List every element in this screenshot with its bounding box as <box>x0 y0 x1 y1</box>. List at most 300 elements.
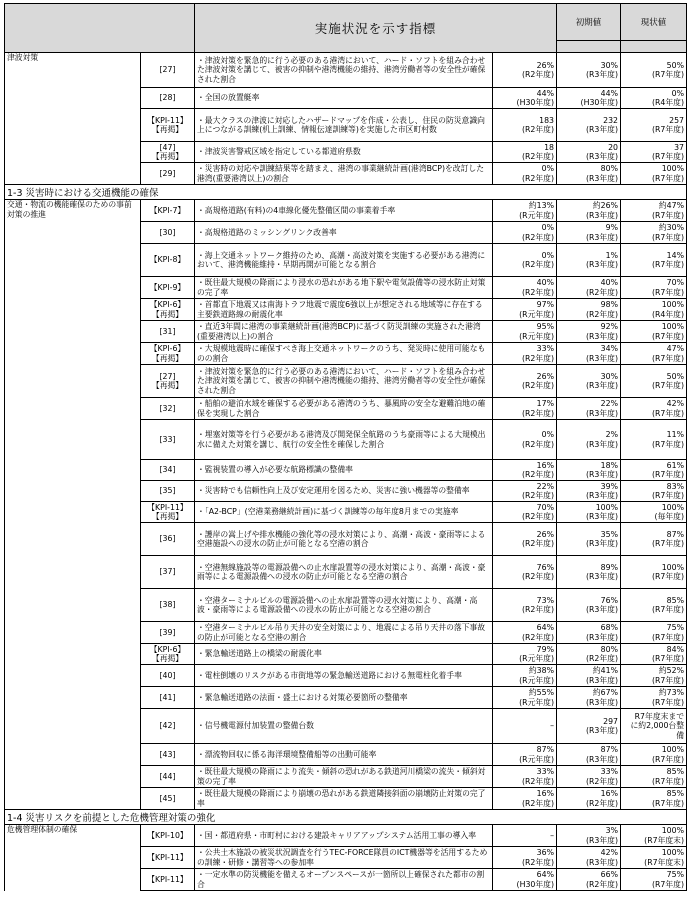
value-year: に約2,000台整備 <box>630 721 685 740</box>
header-initial-pad <box>557 41 621 53</box>
value-number: 89% <box>600 562 619 572</box>
value-year: (R7年度) <box>651 572 685 581</box>
target-value <box>621 420 687 460</box>
value-number: 約67% <box>592 688 619 697</box>
value-year: (R7年度) <box>651 675 685 685</box>
value-year: (R2年度) <box>521 173 555 183</box>
value-year: (R2年度) <box>521 857 555 867</box>
target-value <box>621 825 687 847</box>
value-year: (R7年度) <box>651 331 685 341</box>
value-year: (R7年度) <box>651 210 685 220</box>
current-value <box>557 766 621 788</box>
initial-value <box>493 460 557 481</box>
value-year: (R2年度) <box>521 439 555 449</box>
value-year: (R元年度) <box>519 309 555 319</box>
value-number: 約47% <box>658 201 685 210</box>
initial-value <box>493 847 557 869</box>
kpi-id: [45] <box>141 788 195 810</box>
value-number: 14% <box>666 250 685 260</box>
current-value <box>557 321 621 343</box>
kpi-id: [28] <box>141 88 195 109</box>
value-number: 85% <box>666 767 685 776</box>
value-number: 17% <box>536 399 555 408</box>
initial-value <box>493 244 557 277</box>
value-number: 26% <box>536 371 555 381</box>
table-row <box>5 53 687 88</box>
value-year: (R元年度) <box>519 675 555 685</box>
target-value <box>621 523 687 556</box>
kpi-id: 【KPI-6】 【再掲】 <box>141 343 195 365</box>
value-number: 83% <box>666 481 685 491</box>
value-number: R7年度末まで <box>634 711 685 721</box>
value-year: (R2年度) <box>521 408 555 418</box>
kpi-id: [27] <box>141 53 195 88</box>
value-number: 100% <box>661 300 685 309</box>
indicator-description: ・高規格道路(有料)の4車線化優先整備区間の事業着手率 <box>195 200 493 222</box>
category-label: 交通・物流の機能確保のための事前対策の推進 <box>5 200 141 810</box>
current-value <box>557 365 621 398</box>
value-number: 26% <box>536 529 555 539</box>
value-year: (R7年度) <box>651 879 685 889</box>
value-number: 76% <box>536 562 555 572</box>
initial-value <box>493 481 557 502</box>
current-value <box>557 709 621 744</box>
value-number: 36% <box>536 848 555 857</box>
indicator-description: ・津波対策を緊急的に行う必要のある港湾において、ハード・ソフトを組み合わせた津波対策を講じて、被害の抑制や港湾機能の維持、港湾労働者等の安全性が確保された割合 <box>195 53 493 88</box>
indicator-description: ・電柱倒壊のリスクがある市街地等の緊急輸送道路における無電柱化着手率 <box>195 665 493 687</box>
value-number: 9% <box>605 223 619 232</box>
value-year: (R2年度) <box>521 381 555 390</box>
indicator-description: ・緊急輸送道路上の橋梁の耐震化率 <box>195 644 493 665</box>
value-number: 100% <box>661 502 685 512</box>
value-number: 64% <box>536 623 555 632</box>
kpi-id: [40] <box>141 665 195 687</box>
current-value <box>557 869 621 891</box>
value-year: (R2年度) <box>521 776 555 786</box>
value-year: (毎年度) <box>654 512 685 521</box>
kpi-id: [29] <box>141 163 195 185</box>
target-value <box>621 398 687 420</box>
value-year: (R7年度) <box>651 439 685 449</box>
value-year: (R2年度) <box>521 232 555 242</box>
value-number: 92% <box>600 322 619 331</box>
current-value <box>557 53 621 88</box>
initial-value <box>493 365 557 398</box>
value-number: 85% <box>666 595 685 605</box>
current-value <box>557 502 621 523</box>
indicator-description: ・既往最大規模の降雨により浸水の恐れがある地下駅や電気設備等の浸水防止対策の完了率 <box>195 277 493 299</box>
value-number: 33% <box>536 344 555 353</box>
indicator-description: ・最大クラスの津波に対応したハザードマップを作成・公表し、住民の防災意識向上につながる訓練(机上訓練、情報伝達訓練等)を実施した市区町村数 <box>195 109 493 142</box>
kpi-id: [34] <box>141 460 195 481</box>
value-number: 26% <box>536 60 555 70</box>
value-number: 47% <box>666 344 685 353</box>
target-value <box>621 481 687 502</box>
value-year: (H30年度) <box>580 98 619 107</box>
value-year: (R2年度) <box>585 798 619 808</box>
header-title: 実施状況を示す指標 <box>195 4 557 53</box>
kpi-id: [27] 【再掲】 <box>141 365 195 398</box>
indicator-description: ・国・都道府県・市町村における建設キャリアアップシステム活用工事の導入率 <box>195 825 493 847</box>
value-year: (R3年度) <box>585 152 619 161</box>
value-year: (R2年度) <box>585 309 619 319</box>
kpi-id: [30] <box>141 222 195 244</box>
value-year: (H30年度) <box>516 98 555 107</box>
current-value <box>557 622 621 644</box>
value-year: (R2年度) <box>521 605 555 614</box>
current-value <box>557 420 621 460</box>
value-year: (R3年度) <box>585 835 619 845</box>
value-year: (R7年度) <box>651 798 685 808</box>
value-number: 80% <box>600 644 619 654</box>
value-year: (R7年度) <box>651 125 685 134</box>
value-number: 33% <box>600 767 619 776</box>
header-current-pad <box>621 41 687 53</box>
current-value <box>557 163 621 185</box>
value-number: 75% <box>666 870 685 879</box>
initial-value <box>493 321 557 343</box>
target-value <box>621 321 687 343</box>
value-year: (R元年度) <box>519 654 555 663</box>
value-year: (R元年度) <box>519 331 555 341</box>
value-number: 約13% <box>528 201 555 210</box>
current-value <box>557 847 621 869</box>
current-value <box>557 589 621 622</box>
value-year: (R2年度) <box>585 776 619 786</box>
kpi-id: [36] <box>141 523 195 556</box>
target-value <box>621 244 687 277</box>
value-year: (R4年度) <box>651 309 685 319</box>
initial-value <box>493 398 557 420</box>
initial-value <box>493 744 557 766</box>
current-value <box>557 244 621 277</box>
value-year: (R2年度) <box>521 70 555 79</box>
target-value <box>621 687 687 709</box>
target-value <box>621 142 687 163</box>
header-initial: 初期値 <box>557 4 621 41</box>
category-label: 危機管理体制の確保 <box>5 825 141 891</box>
kpi-id: 【KPI-11】 【再掲】 <box>141 502 195 523</box>
value-number: 100% <box>661 322 685 331</box>
value-number: 44% <box>536 88 555 98</box>
value-year: (R7年度) <box>651 287 685 297</box>
value-year: (R7年度) <box>651 632 685 642</box>
current-value <box>557 481 621 502</box>
header-blank <box>5 4 195 53</box>
value-number: 1% <box>605 250 619 260</box>
value-number: 35% <box>600 529 619 539</box>
value-year: (R2年度) <box>521 572 555 581</box>
value-number: 16% <box>536 460 555 470</box>
indicator-table-body <box>5 53 687 891</box>
value-year: (R7年度) <box>651 470 685 479</box>
kpi-id: 【KPI-6】 【再掲】 <box>141 299 195 321</box>
value-number: 18% <box>600 460 619 470</box>
initial-value <box>493 53 557 88</box>
value-number: 98% <box>600 300 619 309</box>
initial-value <box>493 622 557 644</box>
kpi-id: 【KPI-8】 <box>141 244 195 277</box>
value-number: 100% <box>661 562 685 572</box>
value-year: (R2年度) <box>585 287 619 297</box>
value-number: 87% <box>666 529 685 539</box>
initial-value <box>493 825 557 847</box>
value-number: 39% <box>600 481 619 491</box>
value-number: 87% <box>600 745 619 754</box>
initial-value <box>493 709 557 744</box>
value-year: (R2年度) <box>585 654 619 663</box>
target-value <box>621 277 687 299</box>
value-year: (R元年度) <box>519 697 555 707</box>
indicator-description: ・直近3年間に港湾の事業継続計画(港湾BCP)に基づく防災訓練の実施された港湾(重要港湾以上)の割合 <box>195 321 493 343</box>
value-number: 232 <box>603 115 619 125</box>
value-number: 2% <box>605 430 619 439</box>
value-number: 100% <box>661 745 685 754</box>
value-number: 33% <box>536 767 555 776</box>
value-year: (R7年度) <box>651 539 685 548</box>
value-year: (R2年度) <box>521 491 555 500</box>
value-number: 64% <box>536 870 555 879</box>
initial-value <box>493 687 557 709</box>
target-value <box>621 343 687 365</box>
initial-value <box>493 556 557 589</box>
indicator-description: ・公共土木施設の被災状況調査を行うTEC-FORCE隊員のICT機器等を活用するための訓練・研修・講習等への参加率 <box>195 847 493 869</box>
target-value <box>621 299 687 321</box>
kpi-id: [47] 【再掲】 <box>141 142 195 163</box>
indicator-description: ・船舶の避泊水域を確保する必要がある港湾のうち、暴風時の安全な避難泊地の確保を実現した割合 <box>195 398 493 420</box>
indicator-description: ・一定水準の防災機能を備えるオープンスペースが一箇所以上確保された都市の割合 <box>195 869 493 891</box>
value-number: 16% <box>600 789 619 798</box>
value-number: – <box>550 830 555 840</box>
table-row <box>5 200 687 222</box>
value-number: 22% <box>536 481 555 491</box>
value-year: (R3年度) <box>585 857 619 867</box>
value-number: 257 <box>669 115 685 125</box>
value-number: 22% <box>600 399 619 408</box>
initial-value <box>493 163 557 185</box>
value-year: (R3年度) <box>585 381 619 390</box>
target-value <box>621 766 687 788</box>
value-year: (R7年度) <box>651 605 685 614</box>
value-number: 37 <box>674 142 685 152</box>
value-year: (R7年度末) <box>644 835 685 845</box>
value-number: 0% <box>541 430 555 439</box>
initial-value <box>493 502 557 523</box>
value-number: 約55% <box>528 688 555 697</box>
target-value <box>621 365 687 398</box>
value-number: 30% <box>600 371 619 381</box>
current-value <box>557 644 621 665</box>
value-year: (R3年度) <box>585 353 619 363</box>
indicator-description: ・海上交通ネットワーク維持のため、高潮・高波対策を実施する必要がある港湾において、港湾機能維持・早期再開が可能となる割合 <box>195 244 493 277</box>
indicator-description: ・「A2-BCP」(空港業務継続計画)に基づく訓練等の毎年度8月までの実施率 <box>195 502 493 523</box>
section-heading-row <box>5 185 687 200</box>
value-year: (R3年度) <box>585 754 619 764</box>
indicator-description: ・災害時でも信頼性向上及び安定運用を図るため、災害に強い機器等の整備率 <box>195 481 493 502</box>
kpi-id: [35] <box>141 481 195 502</box>
kpi-id: 【KPI-6】 【再掲】 <box>141 644 195 665</box>
kpi-id: [38] <box>141 589 195 622</box>
initial-value <box>493 869 557 891</box>
value-number: 18 <box>544 142 555 152</box>
current-value <box>557 299 621 321</box>
kpi-id: 【KPI-11】 【再掲】 <box>141 109 195 142</box>
initial-value <box>493 420 557 460</box>
value-year: (R3年度) <box>585 675 619 685</box>
value-year: (R元年度) <box>519 210 555 220</box>
header-current: 現状値 <box>621 4 687 41</box>
value-number: 50% <box>666 371 685 381</box>
value-year: (R3年度) <box>585 539 619 548</box>
value-year: (R3年度) <box>585 125 619 134</box>
target-value <box>621 622 687 644</box>
value-number: 40% <box>600 278 619 287</box>
value-number: 0% <box>541 250 555 260</box>
indicator-description: ・津波災害警戒区域を指定している都道府県数 <box>195 142 493 163</box>
target-value <box>621 460 687 481</box>
target-value <box>621 556 687 589</box>
current-value <box>557 222 621 244</box>
target-value <box>621 53 687 88</box>
value-number: 76% <box>600 595 619 605</box>
initial-value <box>493 788 557 810</box>
value-year: (R3年度) <box>585 70 619 79</box>
value-number: 0% <box>541 223 555 232</box>
value-number: 16% <box>536 789 555 798</box>
indicator-description: ・埋塞対策等を行う必要がある港湾及び開発保全航路のうち豪雨等による大規模出水に備えた対策を講じ、航行の安全性を確保した割合 <box>195 420 493 460</box>
value-number: 約73% <box>658 688 685 697</box>
value-number: 95% <box>536 322 555 331</box>
current-value <box>557 556 621 589</box>
table-row <box>5 825 687 847</box>
kpi-id: [31] <box>141 321 195 343</box>
value-number: 約38% <box>528 666 555 675</box>
value-year: (R2年度) <box>521 353 555 363</box>
value-year: (R元年度) <box>519 754 555 764</box>
kpi-id: 【KPI-11】 <box>141 869 195 891</box>
value-year: (R3年度) <box>585 572 619 581</box>
target-value <box>621 709 687 744</box>
value-number: 11% <box>666 430 685 439</box>
target-value <box>621 109 687 142</box>
indicator-description: ・漂流物回収に係る海洋環境整備船等の出動可能率 <box>195 744 493 766</box>
value-number: 68% <box>600 623 619 632</box>
value-year: (R3年度) <box>585 260 619 269</box>
value-number: 40% <box>536 278 555 287</box>
kpi-id: [32] <box>141 398 195 420</box>
value-number: 66% <box>600 870 619 879</box>
target-value <box>621 200 687 222</box>
value-number: 30% <box>600 60 619 70</box>
indicator-description: ・全国の放置艇率 <box>195 88 493 109</box>
target-value <box>621 163 687 185</box>
kpi-id: 【KPI-10】 <box>141 825 195 847</box>
value-year: (R7年度) <box>651 697 685 707</box>
value-year: (R7年度) <box>651 353 685 363</box>
value-number: 100% <box>661 164 685 173</box>
indicator-description: ・護岸の嵩上げや排水機能の強化等の浸水対策により、高潮・高波・豪雨等による空港施設への浸水の防止が可能となる空港の割合 <box>195 523 493 556</box>
current-value <box>557 109 621 142</box>
value-number: 70% <box>536 502 555 512</box>
indicator-description: ・首都直下地震又は南海トラフ地震で震度6強以上が想定される地域等に存在する主要鉄道路線の耐震化率 <box>195 299 493 321</box>
initial-value <box>493 523 557 556</box>
value-number: 79% <box>536 644 555 654</box>
kpi-id: [39] <box>141 622 195 644</box>
value-year: (R3年度) <box>585 697 619 707</box>
value-year: (R2年度) <box>521 287 555 297</box>
value-number: 42% <box>666 399 685 408</box>
current-value <box>557 665 621 687</box>
indicator-table <box>4 3 687 891</box>
value-year: (R3年度) <box>585 512 619 521</box>
value-year: (R3年度) <box>585 605 619 614</box>
value-year: (R2年度) <box>521 260 555 269</box>
value-number: 44% <box>600 88 619 98</box>
indicator-description: ・津波対策を緊急的に行う必要のある港湾において、ハード・ソフトを組み合わせた津波対策を講じて、被害の抑制や港湾機能の維持、港湾労働者等の安全性が確保された割合 <box>195 365 493 398</box>
target-value <box>621 644 687 665</box>
current-value <box>557 88 621 109</box>
value-number: 約41% <box>592 666 619 675</box>
value-year: (R3年度) <box>585 491 619 500</box>
indicator-description: ・高規格道路のミッシングリンク改善率 <box>195 222 493 244</box>
current-value <box>557 142 621 163</box>
indicator-description: ・既往最大規模の降雨により崩壊の恐れがある鉄道隣接斜面の崩壊防止対策の完了率 <box>195 788 493 810</box>
indicator-description: ・既往最大規模の降雨により流失・傾斜の恐れがある鉄道河川橋梁の流失・傾斜対策の完了率 <box>195 766 493 788</box>
initial-value <box>493 589 557 622</box>
indicator-description: ・緊急輸送道路の法面・盛土における対策必要箇所の整備率 <box>195 687 493 709</box>
kpi-id: [41] <box>141 687 195 709</box>
indicator-description: ・信号機電源付加装置の整備台数 <box>195 709 493 744</box>
value-number: 87% <box>536 745 555 754</box>
value-year: (R3年度) <box>585 439 619 449</box>
indicator-description: ・災害時の対応や訓練結果等を踏まえ、港湾の事業継続計画(港湾BCP)を改訂した港湾(重要港湾以上)の割合 <box>195 163 493 185</box>
value-number: 297 <box>603 716 619 726</box>
value-year: (R7年度) <box>651 70 685 79</box>
initial-value <box>493 142 557 163</box>
value-year: (R2年度) <box>521 125 555 134</box>
value-year: (R3年度) <box>585 470 619 479</box>
current-value <box>557 200 621 222</box>
value-number: 42% <box>600 848 619 857</box>
value-year: (R3年度) <box>585 232 619 242</box>
indicator-description: ・空港ターミナルビルの電源設備への止水扉設置等の浸水対策により、高潮・高波・豪雨等による電源設備への浸水の防止が可能となる空港の割合 <box>195 589 493 622</box>
target-value <box>621 744 687 766</box>
value-year: (R3年度) <box>585 210 619 220</box>
initial-value <box>493 277 557 299</box>
current-value <box>557 523 621 556</box>
value-year: (R3年度) <box>585 408 619 418</box>
value-year: (R2年度) <box>521 152 555 161</box>
value-number: 80% <box>600 164 619 173</box>
target-value <box>621 665 687 687</box>
kpi-id: [42] <box>141 709 195 744</box>
value-year: (R4年度) <box>651 98 685 107</box>
indicator-description: ・監視装置の導入が必要な航路標識の整備率 <box>195 460 493 481</box>
value-year: (R7年度) <box>651 754 685 764</box>
kpi-id: [43] <box>141 744 195 766</box>
value-number: 0% <box>671 88 685 98</box>
current-value <box>557 788 621 810</box>
value-year: (R7年度) <box>651 491 685 500</box>
value-year: (R7年度) <box>651 776 685 786</box>
value-year: (R7年度) <box>651 381 685 390</box>
value-number: 34% <box>600 344 619 353</box>
value-number: 100% <box>661 848 685 857</box>
value-year: (R3年度) <box>585 331 619 341</box>
target-value <box>621 589 687 622</box>
kpi-id: [44] <box>141 766 195 788</box>
section-heading-row <box>5 810 687 825</box>
